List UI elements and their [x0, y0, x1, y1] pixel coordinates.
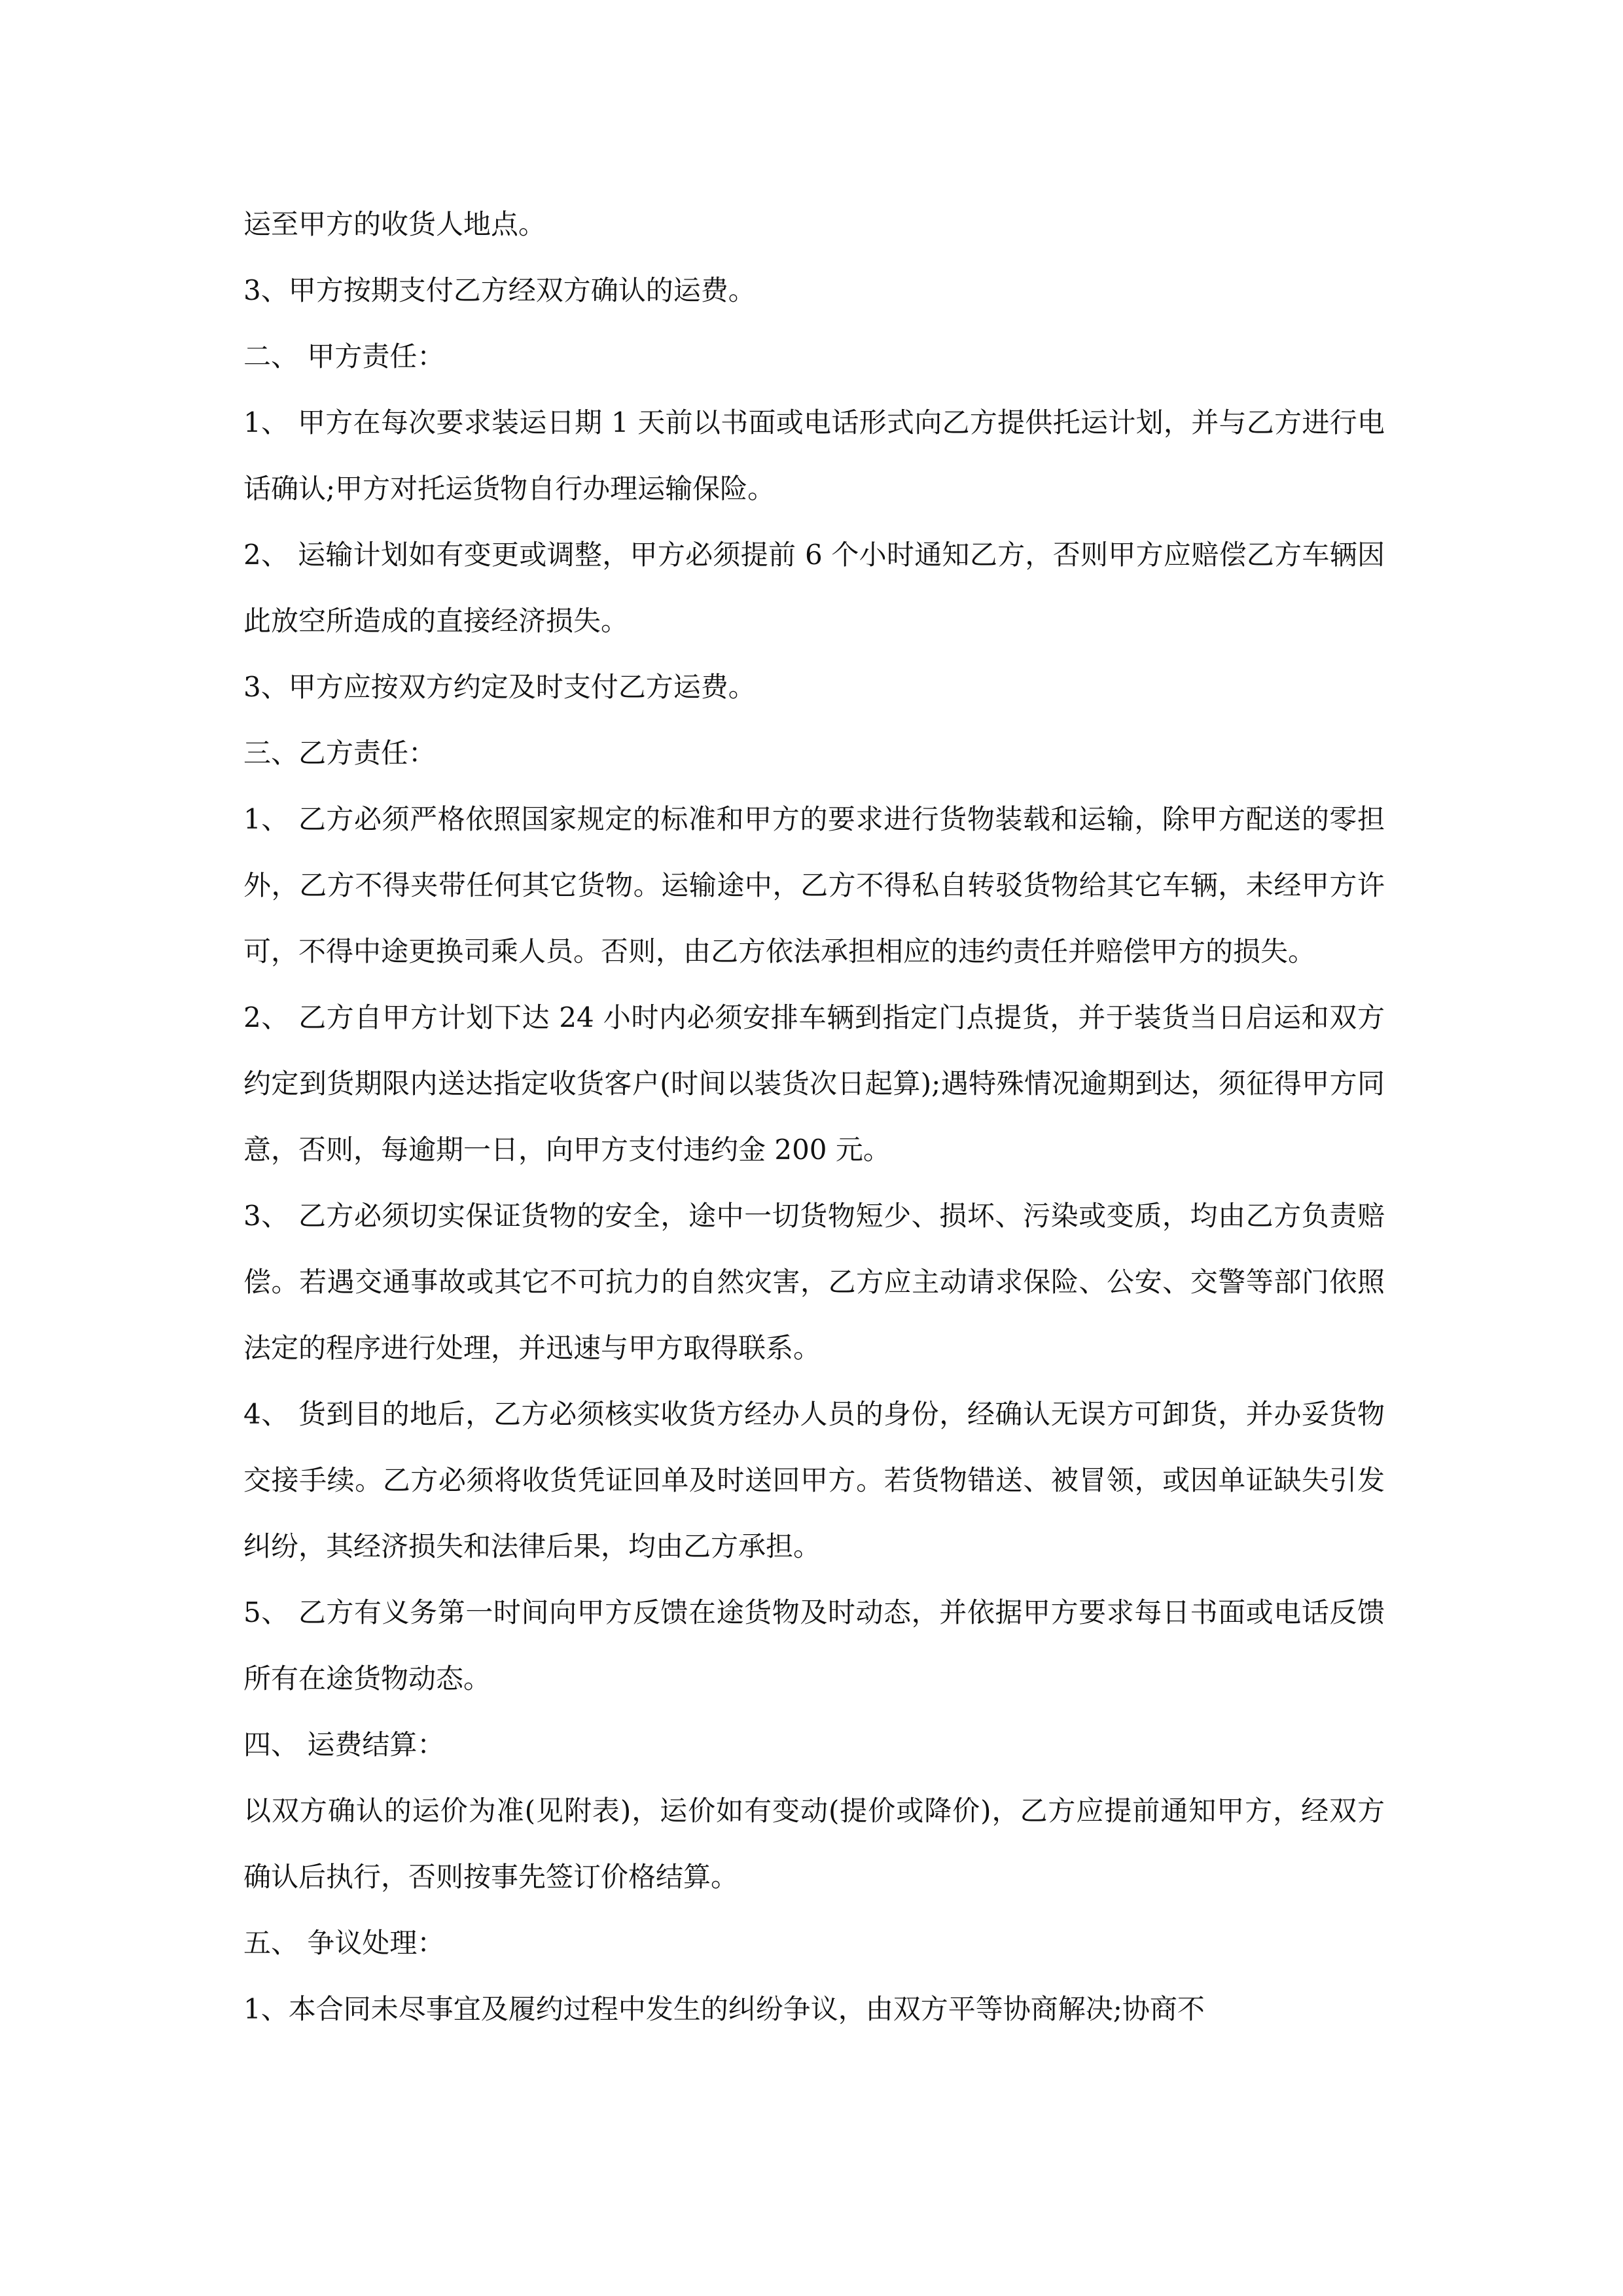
clause-2-3: 3、甲方应按双方约定及时支付乙方运费。 — [243, 671, 756, 703]
clause-3-4: 4、 货到目的地后，乙方必须核实收货方经办人员的身份，经确认无误方可卸货，并办妥货物交接手续。乙方必须将收货凭证回单及时送回甲方。若货物错送、被冒领，或因单证缺失引发纠纷，其经济损失和法律后果，均由乙方承担。 — [243, 1398, 1385, 1562]
document-body — [243, 191, 1385, 2042]
paragraph-continuation: 运至甲方的收货人地点。 — [243, 208, 546, 240]
section-heading-4: 四、 运费结算： — [243, 1729, 445, 1761]
clause-4-body: 以双方确认的运价为准(见附表)，运价如有变动(提价或降价)，乙方应提前通知甲方，经双方确认后执行，否则按事先签订价格结算。 — [243, 1795, 1385, 1893]
clause-3-5: 5、 乙方有义务第一时间向甲方反馈在途货物及时动态，并依据甲方要求每日书面或电话反馈所有在途货物动态。 — [243, 1596, 1385, 1695]
clause-1-3: 3、甲方按期支付乙方经双方确认的运费。 — [243, 274, 756, 306]
section-heading-3: 三、乙方责任： — [243, 737, 437, 769]
clause-2-1: 1、 甲方在每次要求装运日期 1 天前以书面或电话形式向乙方提供托运计划，并与乙方进行电话确认;甲方对托运货物自行办理运输保险。 — [243, 406, 1385, 505]
section-heading-5: 五、 争议处理： — [243, 1927, 445, 1959]
clause-3-2: 2、 乙方自甲方计划下达 24 小时内必须安排车辆到指定门点提货，并于装货当日启运和双方约定到货期限内送达指定收货客户(时间以装货次日起算);遇特殊情况逾期到达，须征得甲方同意，否则，每逾期一日，向甲方支付违约金 200 元。 — [243, 1001, 1385, 1166]
clause-3-3: 3、 乙方必须切实保证货物的安全，途中一切货物短少、损坏、污染或变质，均由乙方负责赔偿。若遇交通事故或其它不可抗力的自然灾害，乙方应主动请求保险、公安、交警等部门依照法定的程序进行处理，并迅速与甲方取得联系。 — [243, 1200, 1385, 1364]
clause-5-1: 1、本合同未尽事宜及履约过程中发生的纠纷争议，由双方平等协商解决;协商不 — [243, 1993, 1205, 2025]
clause-3-1: 1、 乙方必须严格依照国家规定的标准和甲方的要求进行货物装载和运输，除甲方配送的零担外，乙方不得夹带任何其它货物。运输途中，乙方不得私自转驳货物给其它车辆，未经甲方许可，不得中途更换司乘人员。否则，由乙方依法承担相应的违约责任并赔偿甲方的损失。 — [243, 803, 1385, 967]
section-heading-2: 二、 甲方责任： — [243, 340, 445, 372]
clause-2-2: 2、 运输计划如有变更或调整，甲方必须提前 6 个小时通知乙方，否则甲方应赔偿乙方车辆因此放空所造成的直接经济损失。 — [243, 539, 1385, 637]
